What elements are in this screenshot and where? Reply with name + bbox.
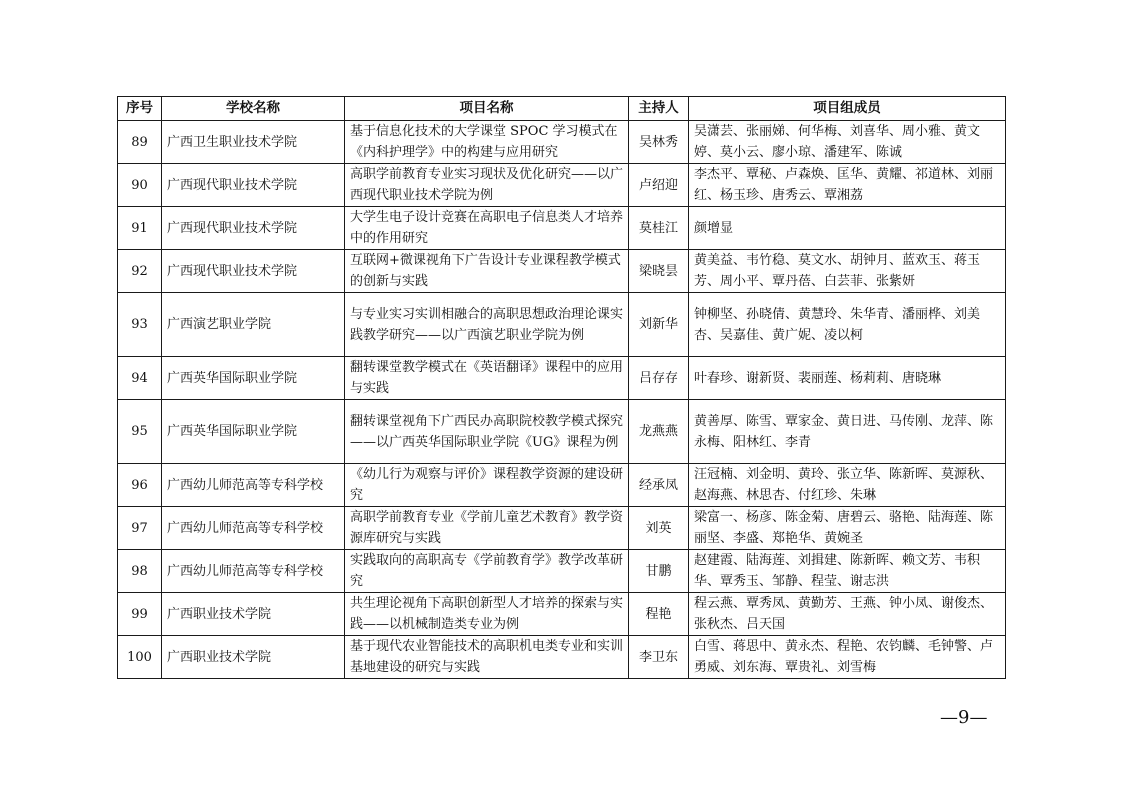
row-number: 93 xyxy=(118,293,162,357)
host-name: 甘鹏 xyxy=(629,550,689,593)
table-row xyxy=(118,250,1006,293)
school-name: 广西英华国际职业学院 xyxy=(162,357,345,400)
school-name: 广西职业技术学院 xyxy=(162,636,345,679)
table-header-row xyxy=(118,97,1006,121)
table-row xyxy=(118,164,1006,207)
project-title: 实践取向的高职高专《学前教育学》教学改革研究 xyxy=(345,550,629,593)
project-title: 互联网+微课视角下广告设计专业课程教学模式的创新与实践 xyxy=(345,250,629,293)
project-title: 共生理论视角下高职创新型人才培养的探索与实践——以机械制造类专业为例 xyxy=(345,593,629,636)
host-name: 卢绍迎 xyxy=(629,164,689,207)
row-number: 94 xyxy=(118,357,162,400)
page-number: —9— xyxy=(940,707,988,728)
row-number: 91 xyxy=(118,207,162,250)
school-name: 广西现代职业技术学院 xyxy=(162,164,345,207)
team-members: 梁富一、杨彦、陈金菊、唐碧云、骆艳、陆海莲、陈丽坚、李盛、郑艳华、黄婉圣 xyxy=(689,507,1006,550)
table-row xyxy=(118,593,1006,636)
host-name: 吴林秀 xyxy=(629,121,689,164)
project-title: 翻转课堂教学模式在《英语翻译》课程中的应用与实践 xyxy=(345,357,629,400)
row-number: 100 xyxy=(118,636,162,679)
table-row xyxy=(118,207,1006,250)
row-number: 97 xyxy=(118,507,162,550)
school-name: 广西幼儿师范高等专科学校 xyxy=(162,507,345,550)
table-row xyxy=(118,550,1006,593)
team-members: 汪冠楠、刘金明、黄玲、张立华、陈新晖、莫源秋、赵海燕、林思杏、付红珍、朱琳 xyxy=(689,464,1006,507)
header-no: 序号 xyxy=(118,97,162,121)
row-number: 99 xyxy=(118,593,162,636)
school-name: 广西职业技术学院 xyxy=(162,593,345,636)
row-number: 89 xyxy=(118,121,162,164)
team-members: 颜增显 xyxy=(689,207,1006,250)
row-number: 95 xyxy=(118,400,162,464)
table-row xyxy=(118,464,1006,507)
school-name: 广西幼儿师范高等专科学校 xyxy=(162,464,345,507)
project-title: 高职学前教育专业《学前儿童艺术教育》教学资源库研究与实践 xyxy=(345,507,629,550)
host-name: 刘新华 xyxy=(629,293,689,357)
project-title: 基于信息化技术的大学课堂 SPOC 学习模式在《内科护理学》中的构建与应用研究 xyxy=(345,121,629,164)
host-name: 经承凤 xyxy=(629,464,689,507)
project-title: 大学生电子设计竞赛在高职电子信息类人才培养中的作用研究 xyxy=(345,207,629,250)
row-number: 98 xyxy=(118,550,162,593)
project-title: 与专业实习实训相融合的高职思想政治理论课实践教学研究——以广西演艺职业学院为例 xyxy=(345,293,629,357)
project-title: 翻转课堂视角下广西民办高职院校教学模式探究——以广西英华国际职业学院《UG》课程为例 xyxy=(345,400,629,464)
team-members: 钟柳坚、孙晓倩、黄慧玲、朱华青、潘丽桦、刘美杏、吴嘉佳、黄广妮、凌以柯 xyxy=(689,293,1006,357)
header-members: 项目组成员 xyxy=(689,97,1006,121)
header-project-title: 项目名称 xyxy=(345,97,629,121)
table-body xyxy=(118,121,1006,679)
school-name: 广西现代职业技术学院 xyxy=(162,250,345,293)
host-name: 莫桂江 xyxy=(629,207,689,250)
host-name: 龙燕燕 xyxy=(629,400,689,464)
project-title: 基于现代农业智能技术的高职机电类专业和实训基地建设的研究与实践 xyxy=(345,636,629,679)
team-members: 程云燕、覃秀凤、黄勤芳、王燕、钟小凤、谢俊杰、张秋杰、吕天国 xyxy=(689,593,1006,636)
host-name: 李卫东 xyxy=(629,636,689,679)
team-members: 叶春珍、谢新贤、裴丽莲、杨莉莉、唐晓琳 xyxy=(689,357,1006,400)
table-row xyxy=(118,121,1006,164)
header-host: 主持人 xyxy=(629,97,689,121)
school-name: 广西现代职业技术学院 xyxy=(162,207,345,250)
host-name: 梁晓昙 xyxy=(629,250,689,293)
project-list-sheet xyxy=(117,96,1005,679)
team-members: 吴潇芸、张丽娣、何华梅、刘喜华、周小雅、黄文婷、莫小云、廖小琼、潘建军、陈诚 xyxy=(689,121,1006,164)
team-members: 黄善厚、陈雪、覃家金、黄日进、马传刚、龙萍、陈永梅、阳林红、李青 xyxy=(689,400,1006,464)
table-row xyxy=(118,636,1006,679)
table-row xyxy=(118,400,1006,464)
row-number: 90 xyxy=(118,164,162,207)
team-members: 李杰平、覃秘、卢森焕、匡华、黄耀、祁道林、刘丽红、杨玉珍、唐秀云、覃湘荔 xyxy=(689,164,1006,207)
school-name: 广西幼儿师范高等专科学校 xyxy=(162,550,345,593)
team-members: 黄美益、韦竹稳、莫文水、胡钟月、蓝欢玉、蒋玉芳、周小平、覃丹蓓、白芸菲、张紫妍 xyxy=(689,250,1006,293)
school-name: 广西英华国际职业学院 xyxy=(162,400,345,464)
team-members: 白雪、蒋思中、黄永杰、程艳、农钧麟、毛钟警、卢勇威、刘东海、覃贵礼、刘雪梅 xyxy=(689,636,1006,679)
table-row xyxy=(118,357,1006,400)
project-title: 高职学前教育专业实习现状及优化研究——以广西现代职业技术学院为例 xyxy=(345,164,629,207)
team-members: 赵建霞、陆海莲、刘揖建、陈新晖、赖文芳、韦积华、覃秀玉、邹静、程莹、谢志洪 xyxy=(689,550,1006,593)
table-row xyxy=(118,293,1006,357)
project-title: 《幼儿行为观察与评价》课程教学资源的建设研究 xyxy=(345,464,629,507)
header-school: 学校名称 xyxy=(162,97,345,121)
host-name: 吕存存 xyxy=(629,357,689,400)
school-name: 广西卫生职业技术学院 xyxy=(162,121,345,164)
host-name: 刘英 xyxy=(629,507,689,550)
row-number: 96 xyxy=(118,464,162,507)
project-table xyxy=(117,96,1006,679)
host-name: 程艳 xyxy=(629,593,689,636)
table-row xyxy=(118,507,1006,550)
school-name: 广西演艺职业学院 xyxy=(162,293,345,357)
row-number: 92 xyxy=(118,250,162,293)
